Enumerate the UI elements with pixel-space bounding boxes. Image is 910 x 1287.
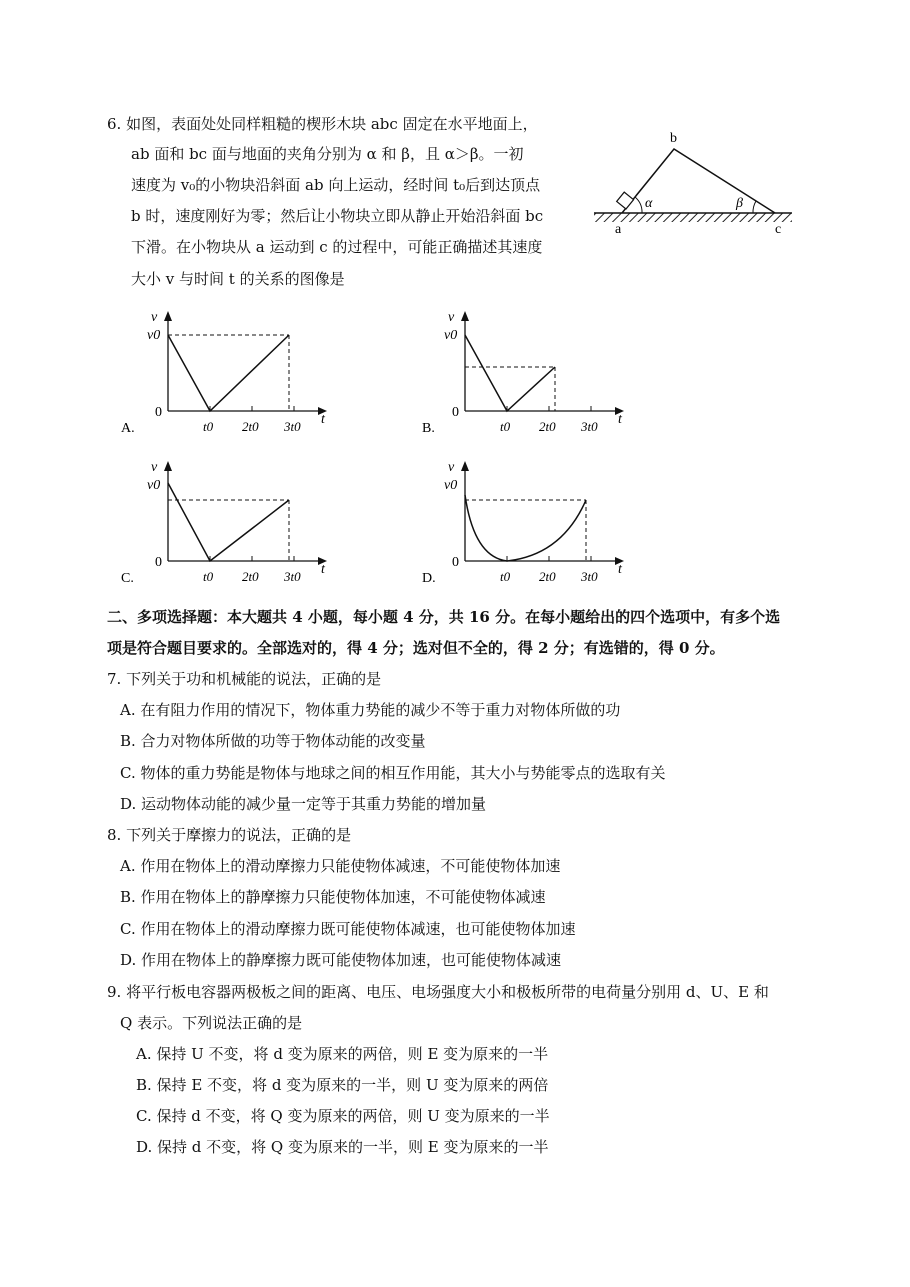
wedge-figure [590,125,800,240]
v0-label: v0 [147,478,161,493]
graph-d [412,455,627,590]
t0-label: t0 [203,569,214,584]
2t0-label: 2t0 [539,419,556,434]
label-b: b [670,131,677,146]
option-label: D. [422,571,436,586]
graph-b [412,305,627,440]
y-arrow [164,461,172,471]
q9-option-b: B. 保持 E 不变，将 d 变为原来的一半，则 U 变为原来的两倍 [136,1076,549,1094]
q7-option-b: B. 合力对物体所做的功等于物体动能的改变量 [120,732,426,750]
t-label: t [321,412,325,427]
q8-option-a: A. 作用在物体上的滑动摩擦力只能使物体减速，不可能使物体加速 [120,857,561,875]
q9-option-a: A. 保持 U 不变，将 d 变为原来的两倍，则 E 变为原来的一半 [136,1045,549,1063]
small-block [617,192,634,209]
origin-label: 0 [155,405,162,420]
t-label: t [618,412,622,427]
q6-line-4: b 时，速度刚好为零；然后让小物块立即从静止开始沿斜面 bc [131,207,544,225]
v0-label: v0 [444,478,458,493]
2t0-label: 2t0 [242,419,259,434]
y-arrow [461,461,469,471]
origin-label: 0 [155,555,162,570]
section2-header-line-1: 二、多项选择题：本大题共 4 小题，每小题 4 分，共 16 分。在每小题给出的四个选项中，有多个选 [107,608,781,626]
v-label: v [448,460,455,475]
2t0-label: 2t0 [539,569,556,584]
ground-hatch [594,213,792,222]
y-arrow [164,311,172,321]
3t0-label: 3t0 [284,569,301,584]
t-label: t [618,562,622,577]
q7-option-c: C. 物体的重力势能是物体与地球之间的相互作用能，其大小与势能零点的选取有关 [120,764,666,782]
t-label: t [321,562,325,577]
3t0-label: 3t0 [284,419,301,434]
v0-label: v0 [444,328,458,343]
q6-line-1: 6. 如图，表面处处同样粗糙的楔形木块 abc 固定在水平地面上， [107,115,538,133]
velocity-curve [465,335,555,411]
beta-arc [753,201,756,213]
q8-stem: 8. 下列关于摩擦力的说法，正确的是 [107,826,352,844]
label-c: c [775,222,782,237]
velocity-curve [465,495,586,561]
y-arrow [461,311,469,321]
q7-stem: 7. 下列关于功和机械能的说法，正确的是 [107,670,382,688]
v-label: v [448,310,455,325]
q7-option-d: D. 运动物体动能的减少量一定等于其重力势能的增加量 [120,795,487,813]
q8-option-d: D. 作用在物体上的静摩擦力既可能使物体加速，也可能使物体减速 [120,951,562,969]
origin-label: 0 [452,555,459,570]
origin-label: 0 [452,405,459,420]
q6-line-6: 大小 v 与时间 t 的关系的图像是 [131,270,345,288]
q8-option-b: B. 作用在物体上的静摩擦力只能使物体加速，不可能使物体减速 [120,888,546,906]
q9-option-d: D. 保持 d 不变，将 Q 变为原来的一半，则 E 变为原来的一半 [136,1138,549,1156]
t0-label: t0 [500,419,511,434]
section2-header-line-2: 项是符合题目要求的。全部选对的，得 4 分；选对但不全的，得 2 分；有选错的，得 0 分。 [107,639,725,657]
velocity-curve [168,483,289,561]
q9-stem-line-2: Q 表示。下列说法正确的是 [120,1014,303,1032]
graph-a [115,305,330,440]
q7-option-a: A. 在有阻力作用的情况下，物体重力势能的减少不等于重力对物体所做的功 [120,701,621,719]
3t0-label: 3t0 [581,569,598,584]
q6-line-2: ab 面和 bc 面与地面的夹角分别为 α 和 β，且 α＞β。一初 [131,145,524,163]
q6-line-5: 下滑。在小物块从 a 运动到 c 的过程中，可能正确描述其速度 [131,238,543,256]
q8-option-c: C. 作用在物体上的滑动摩擦力既可能使物体减速，也可能使物体加速 [120,920,576,938]
option-label: A. [121,421,135,436]
velocity-curve [168,335,289,411]
q9-option-c: C. 保持 d 不变，将 Q 变为原来的两倍，则 U 变为原来的一半 [136,1107,550,1125]
option-label: C. [121,571,134,586]
label-beta: β [736,196,743,211]
3t0-label: 3t0 [581,419,598,434]
t0-label: t0 [203,419,214,434]
v-label: v [151,460,158,475]
q6-line-3: 速度为 v₀的小物块沿斜面 ab 向上运动，经时间 t₀后到达顶点 [131,176,541,194]
v0-label: v0 [147,328,161,343]
alpha-arc [635,197,642,213]
option-label: B. [422,421,435,436]
graph-c [115,455,330,590]
t0-label: t0 [500,569,511,584]
2t0-label: 2t0 [242,569,259,584]
label-a: a [615,222,622,237]
label-alpha: α [645,196,653,211]
q9-stem-line-1: 9. 将平行板电容器两极板之间的距离、电压、电场强度大小和极板所带的电荷量分别用 d、U、E 和 [107,983,769,1001]
v-label: v [151,310,158,325]
